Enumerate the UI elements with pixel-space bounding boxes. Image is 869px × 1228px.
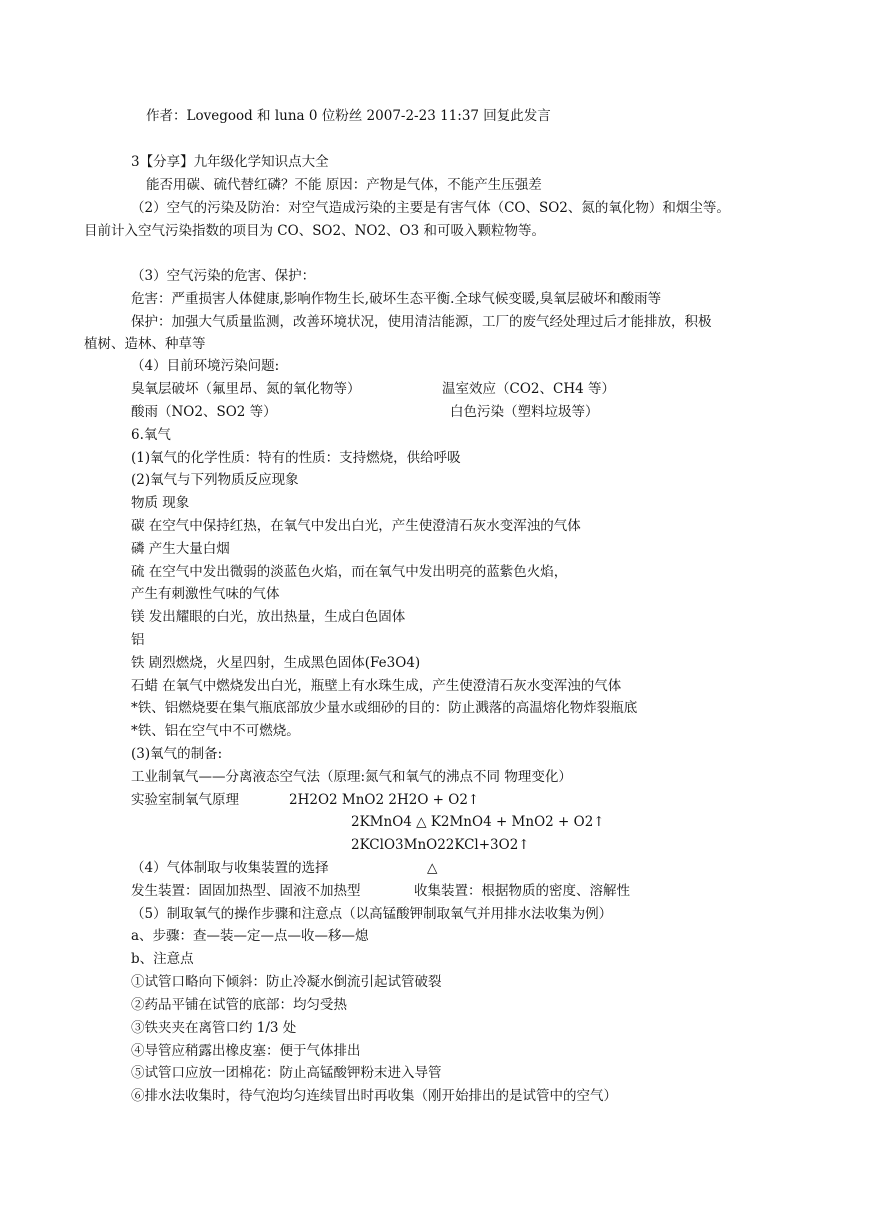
paragraph-intro: 能否用碳、硫代替红磷？不能 原因：产物是气体，不能产生压强差 [146,177,542,193]
paragraph-oxygen-1: (1)氧气的化学性质：特有的性质：支持燃烧，供给呼吸 [131,450,461,466]
caution-item: ①试管口略向下倾斜：防止冷凝水倒流引起试管破裂 [131,974,442,990]
reaction-row: 碳 在空气中保持红热，在氧气中发出白光，产生使澄清石灰水变浑浊的气体 [131,518,581,534]
section-oxygen-title: 6.氧气 [131,427,171,443]
issue-left: 酸雨（NO2、SO2 等） [131,404,277,420]
paragraph-protect-a: 保护：加强大气质量监测，改善环境状况，使用清洁能源，工厂的废气经处理过后才能排放，积极 [131,314,712,330]
note-2: *铁、铝在空气中不可燃烧。 [131,723,300,739]
paragraph-industrial: 工业制氧气——分离液态空气法（原理:氮气和氧气的沸点不同 物理变化） [131,769,572,785]
paragraph-oxygen-2: (2)氧气与下列物质反应现象 [131,472,299,488]
table-head: 物质 现象 [131,495,190,511]
paragraph-issues-4: （4）目前环境污染问题: [131,358,280,374]
equation-2: 2KMnO4 △ K2MnO4 + MnO2 + O2↑ [351,814,605,830]
caution-item: ④导管应稍露出橡皮塞：便于气体排出 [131,1043,361,1059]
issue-right: 白色污染（塑料垃圾等） [450,404,599,420]
devices-right: 收集装置：根据物质的密度、溶解性 [414,883,630,899]
lab-label: 实验室制氧气原理 [131,792,239,808]
paragraph-protect-b: 植树、造林、种草等 [84,336,206,352]
reaction-row: 产生有刺激性气味的气体 [131,586,280,602]
reaction-row: 镁 发出耀眼的白光，放出热量，生成白色固体 [131,609,406,625]
post-header: 作者：Lovegood 和 luna 0 位粉丝 2007-2-23 11:37 回复此发言 [146,108,551,124]
paragraph-steps-5: （5）制取氧气的操作步骤和注意点（以高锰酸钾制取氧气并用排水法收集为例） [131,906,613,922]
reaction-row: 石蜡 在氧气中燃烧发出白光，瓶壁上有水珠生成，产生使澄清石灰水变浑浊的气体 [131,678,622,694]
issue-left: 臭氧层破坏（氟里昂、氮的氧化物等） [131,381,361,397]
reaction-row: 硫 在空气中发出微弱的淡蓝色火焰，而在氧气中发出明亮的蓝紫色火焰， [131,564,568,580]
caution-item: ⑥排水法收集时，待气泡均匀连续冒出时再收集（刚开始排出的是试管中的空气） [131,1088,617,1104]
paragraph-prep-title: (3)氧气的制备: [131,746,223,762]
devices-left: 发生装置：固固加热型、固液不加热型 [131,883,361,899]
paragraph-steps-a: a、步骤：查—装—定—点—收—移—熄 [131,928,369,944]
caution-item: ③铁夹夹在离管口约 1/3 处 [131,1020,297,1036]
paragraph-apparatus-4: （4）气体制取与收集装置的选择 [131,860,329,876]
caution-item: ⑤试管口应放一团棉花：防止高锰酸钾粉末进入导管 [131,1065,442,1081]
caution-item: ②药品平铺在试管的底部：均匀受热 [131,997,347,1013]
equation-1: 2H2O2 MnO2 2H2O + O2↑ [289,792,480,808]
paragraph-pollution-2a: （2）空气的污染及防治：对空气造成污染的主要是有害气体（CO、SO2、氮的氧化物）和烟尘等。 [131,200,730,216]
note-1: *铁、铝燃烧要在集气瓶底部放少量水或细砂的目的：防止溅落的高温熔化物炸裂瓶底 [131,700,638,716]
reaction-row: 铁 剧烈燃烧，火星四射，生成黑色固体(Fe3O4) [131,655,421,671]
issue-right: 温室效应（CO2、CH4 等） [442,381,615,397]
reaction-row: 磷 产生大量白烟 [131,541,230,557]
equation-3: 2KClO3MnO22KCl+3O2↑ [351,837,530,853]
paragraph-pollution-3: （3）空气污染的危害、保护： [131,268,316,284]
paragraph-pollution-2b: 目前计入空气污染指数的项目为 CO、SO2、NO2、O3 和可吸入颗粒物等。 [84,223,546,239]
reaction-row: 铝 [131,632,145,648]
post-title: 3【分享】九年级化学知识点大全 [131,154,329,170]
paragraph-harm: 危害：严重损害人体健康,影响作物生长,破坏生态平衡.全球气候变暖,臭氧层破坏和酸雨等 [131,291,662,307]
delta-symbol: △ [427,860,438,876]
paragraph-steps-b: b、注意点 [131,951,194,967]
